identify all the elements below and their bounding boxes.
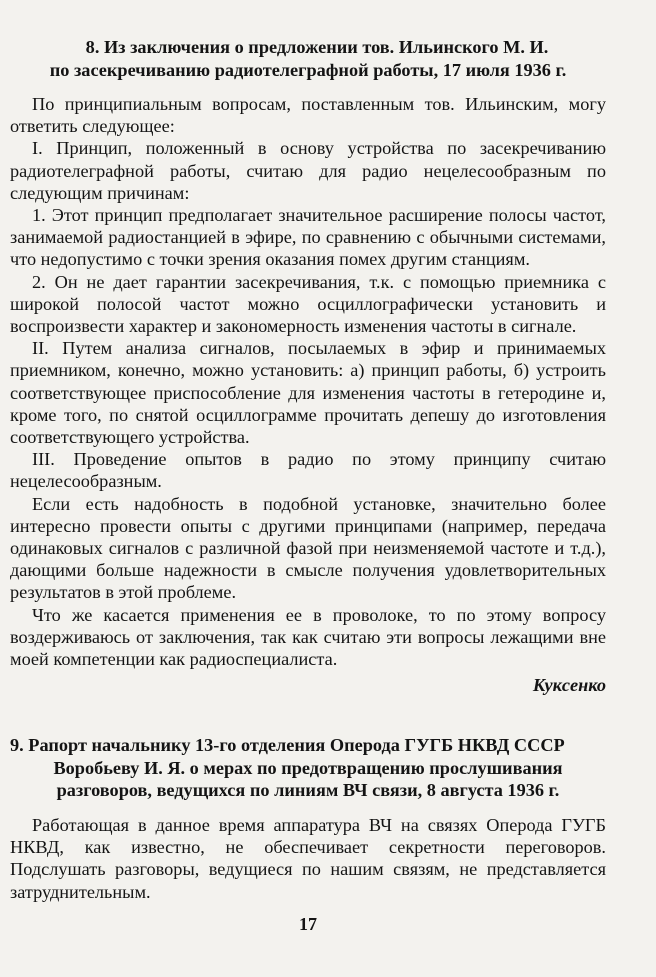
doc8-heading-line-2: по засекречиванию радиотелеграфной работы, 17 июля 1936 г.	[49, 59, 567, 80]
doc8-signature: Кукcенко	[532, 675, 606, 696]
doc8-paragraph-reason-1: 1. Этот принцип предполагает значительное расширение полосы частот, занимаемой радиостанцией в эфире, по сравнению с обычными системами, что недопустимо с точки зрения оказания помех другим станциям.	[10, 205, 606, 270]
doc8-paragraph-reason-2: 2. Он не дает гарантии засекречивания, т.к. с помощью приемника с широкой полосой частот можно осциллографически установить и воспроизвести характер и закономерность изменения частоты в сигнале.	[10, 271, 606, 337]
doc9-heading-line-1: 9. Рапорт начальнику 13-го отделения Оперода ГУГБ НКВД СССР	[10, 735, 565, 756]
doc8-paragraph-intro: По принципиальным вопросам, поставленным тов. Ильинским, могу ответить следующее:	[10, 94, 606, 137]
doc8-heading-line-1: 8. Из заключения о предложении тов. Ильинского М. И.	[85, 37, 549, 57]
doc9-heading-line-3: разговоров, ведущихся по линиям ВЧ связи, 8 августа 1936 г.	[56, 780, 560, 801]
doc9-heading-line-2: Воробьеву И. Я. о мерах по предотвращению прослушивания	[53, 757, 563, 778]
doc8-paragraph-wire: Что же касается применения ее в проволоке, то по этому вопросу воздерживаюсь от заключения, так как считаю эти вопросы лежащими вне моей компетенции как радиоспециалиста.	[10, 604, 606, 670]
document-page	[10, 30, 606, 903]
doc8-heading	[10, 36, 606, 81]
doc8-paragraph-principle-ii: II. Путем анализа сигналов, посылаемых в эфир и принимаемых приемником, конечно, можно установить: а) принцип работы, б) устроить соответствующее приспособление для изменения частоты в гетеродине и, кроме того, по снятой осциллограмме прочитать депешу до изготовления соответствующего устройства.	[10, 338, 606, 448]
doc8-paragraph-principle-i: I. Принцип, положенный в основу устройства по засекречиванию радиотелеграфной работы, считаю для радио нецелесообразным по следующим причинам:	[10, 138, 606, 203]
doc9-paragraph-1: Работающая в данное время аппаратура ВЧ на связях Оперода ГУГБ НКВД, как известно, не обеспечивает секретности переговоров. Подслушать разговоры, ведущиеся по нашим связям, не представляется затруднительным.	[10, 814, 606, 902]
doc9-heading	[10, 734, 606, 802]
page-number: 17	[299, 914, 317, 934]
doc8-paragraph-alternatives: Если есть надобность в подобной установке, значительно более интересно провести опыты с другими принципами (например, передача одинаковых сигналов с различной фазой при неизменяемой частоте и т.д.), дающими больше надежности в смысле получения удовлетворительных результатов в этой проблеме.	[10, 493, 606, 603]
doc8-paragraph-principle-iii: III. Проведение опытов в радио по этому принципу считаю нецелесообразным.	[10, 449, 606, 492]
